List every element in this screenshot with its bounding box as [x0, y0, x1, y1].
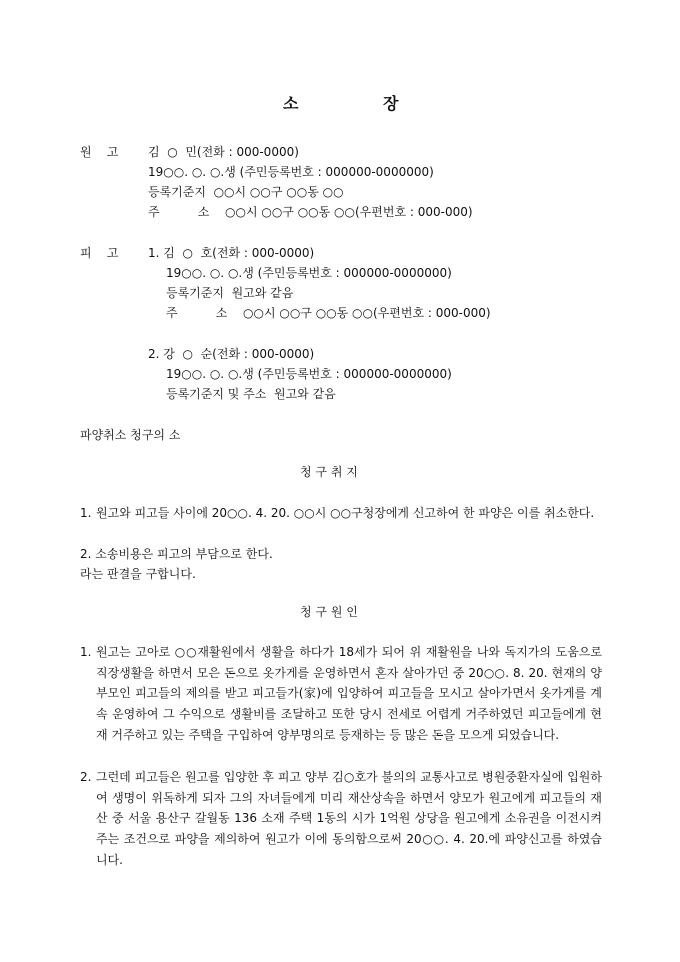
defendant2-registry: 등록기준지 및 주소 원고와 같음: [166, 387, 336, 401]
claim-purpose-closing: 라는 판결을 구합니다.: [80, 567, 196, 581]
plaintiff-label: 원 고: [80, 145, 119, 159]
plaintiff-address-label: 주 소: [148, 205, 210, 219]
defendant1-birth: 19○○. ○. ○.생 (주민등록번호 : 000000-0000000): [166, 266, 452, 280]
defendant2-name: 2. 강 ○ 순(전화 : 000-0000): [148, 347, 315, 361]
plaintiff-address: ○○시 ○○구 ○○동 ○○(우편번호 : 000-000): [225, 205, 473, 219]
claim-cause-item1-number: 1.: [80, 645, 92, 659]
title-right-char: 장: [383, 94, 399, 113]
claim-cause-heading: 청 구 원 인: [300, 605, 358, 619]
claim-cause-item1: 원고는 고아로 ○○재활원에서 생활을 하다가 18세가 되어 위 재활원을 나와 독지가의 도움으로 직장생활을 하면서 모은 돈으로 옷가게를 운영하면서 혼자 살아가던 중 20○○. 8. 20. 현재의 양부모인 피고들의 제의를 받고 피고들가(家)에 입양하여 피고들을 모시고 살아가면서 옷가게를 계속 운영하여 그 수익으로 생활비를 조달하고 또한 당시 전세로 어렵게 거주하였던 피고들에게 현재 거주하고 있는 주택을 구입하여 양부명의로 등재하는 등 많은 돈을 모으게 되었습니다.: [96, 645, 602, 742]
title-left-char: 소: [283, 94, 299, 113]
plaintiff-birth: 19○○. ○. ○.생 (주민등록번호 : 000000-0000000): [148, 165, 434, 179]
defendant1-address: ○○시 ○○구 ○○동 ○○(우편번호 : 000-000): [243, 306, 491, 320]
defendant2-birth: 19○○. ○. ○.생 (주민등록번호 : 000000-0000000): [166, 367, 452, 381]
claim-cause-item2: 그런데 피고들은 원고를 입양한 후 피고 양부 김○호가 불의의 교통사고로 병원중환자실에 입원하여 생명이 위독하게 되자 그의 자녀들에게 미리 재산상속을 하면서 양모가 원고에게 피고들의 재산 중 서울 용산구 갈월동 136 소재 주택 1동의 시가 1억원 상당을 원고에게 소유권을 이전시켜주는 조건으로 파양을 제의하여 원고가 이에 동의함으로써 20○○. 4. 20.에 파양신고를 하였습니다.: [96, 770, 602, 867]
claim-purpose-heading: 청 구 취 지: [300, 465, 358, 479]
claim-purpose-item1: 원고와 피고들 사이에 20○○. 4. 20. ○○시 ○○구청장에게 신고하여 한 파양은 이를 취소한다.: [96, 506, 595, 520]
defendant1-address-label: 주 소: [166, 306, 228, 320]
claim-cause-item2-number: 2.: [80, 770, 92, 784]
claim-purpose-item2: 2. 소송비용은 피고의 부담으로 한다.: [80, 547, 273, 561]
claim-purpose-item1-number: 1.: [80, 506, 92, 520]
defendant1-name: 1. 김 ○ 호(전화 : 000-0000): [148, 246, 315, 260]
plaintiff-registry: 등록기준지 ○○시 ○○구 ○○동 ○○: [148, 185, 344, 199]
defendants-label: 피 고: [80, 246, 119, 260]
plaintiff-name: 김 ○ 민(전화 : 000-0000): [148, 145, 299, 159]
case-name: 파양취소 청구의 소: [80, 428, 181, 442]
defendant1-registry: 등록기준지 원고와 같음: [166, 286, 294, 300]
